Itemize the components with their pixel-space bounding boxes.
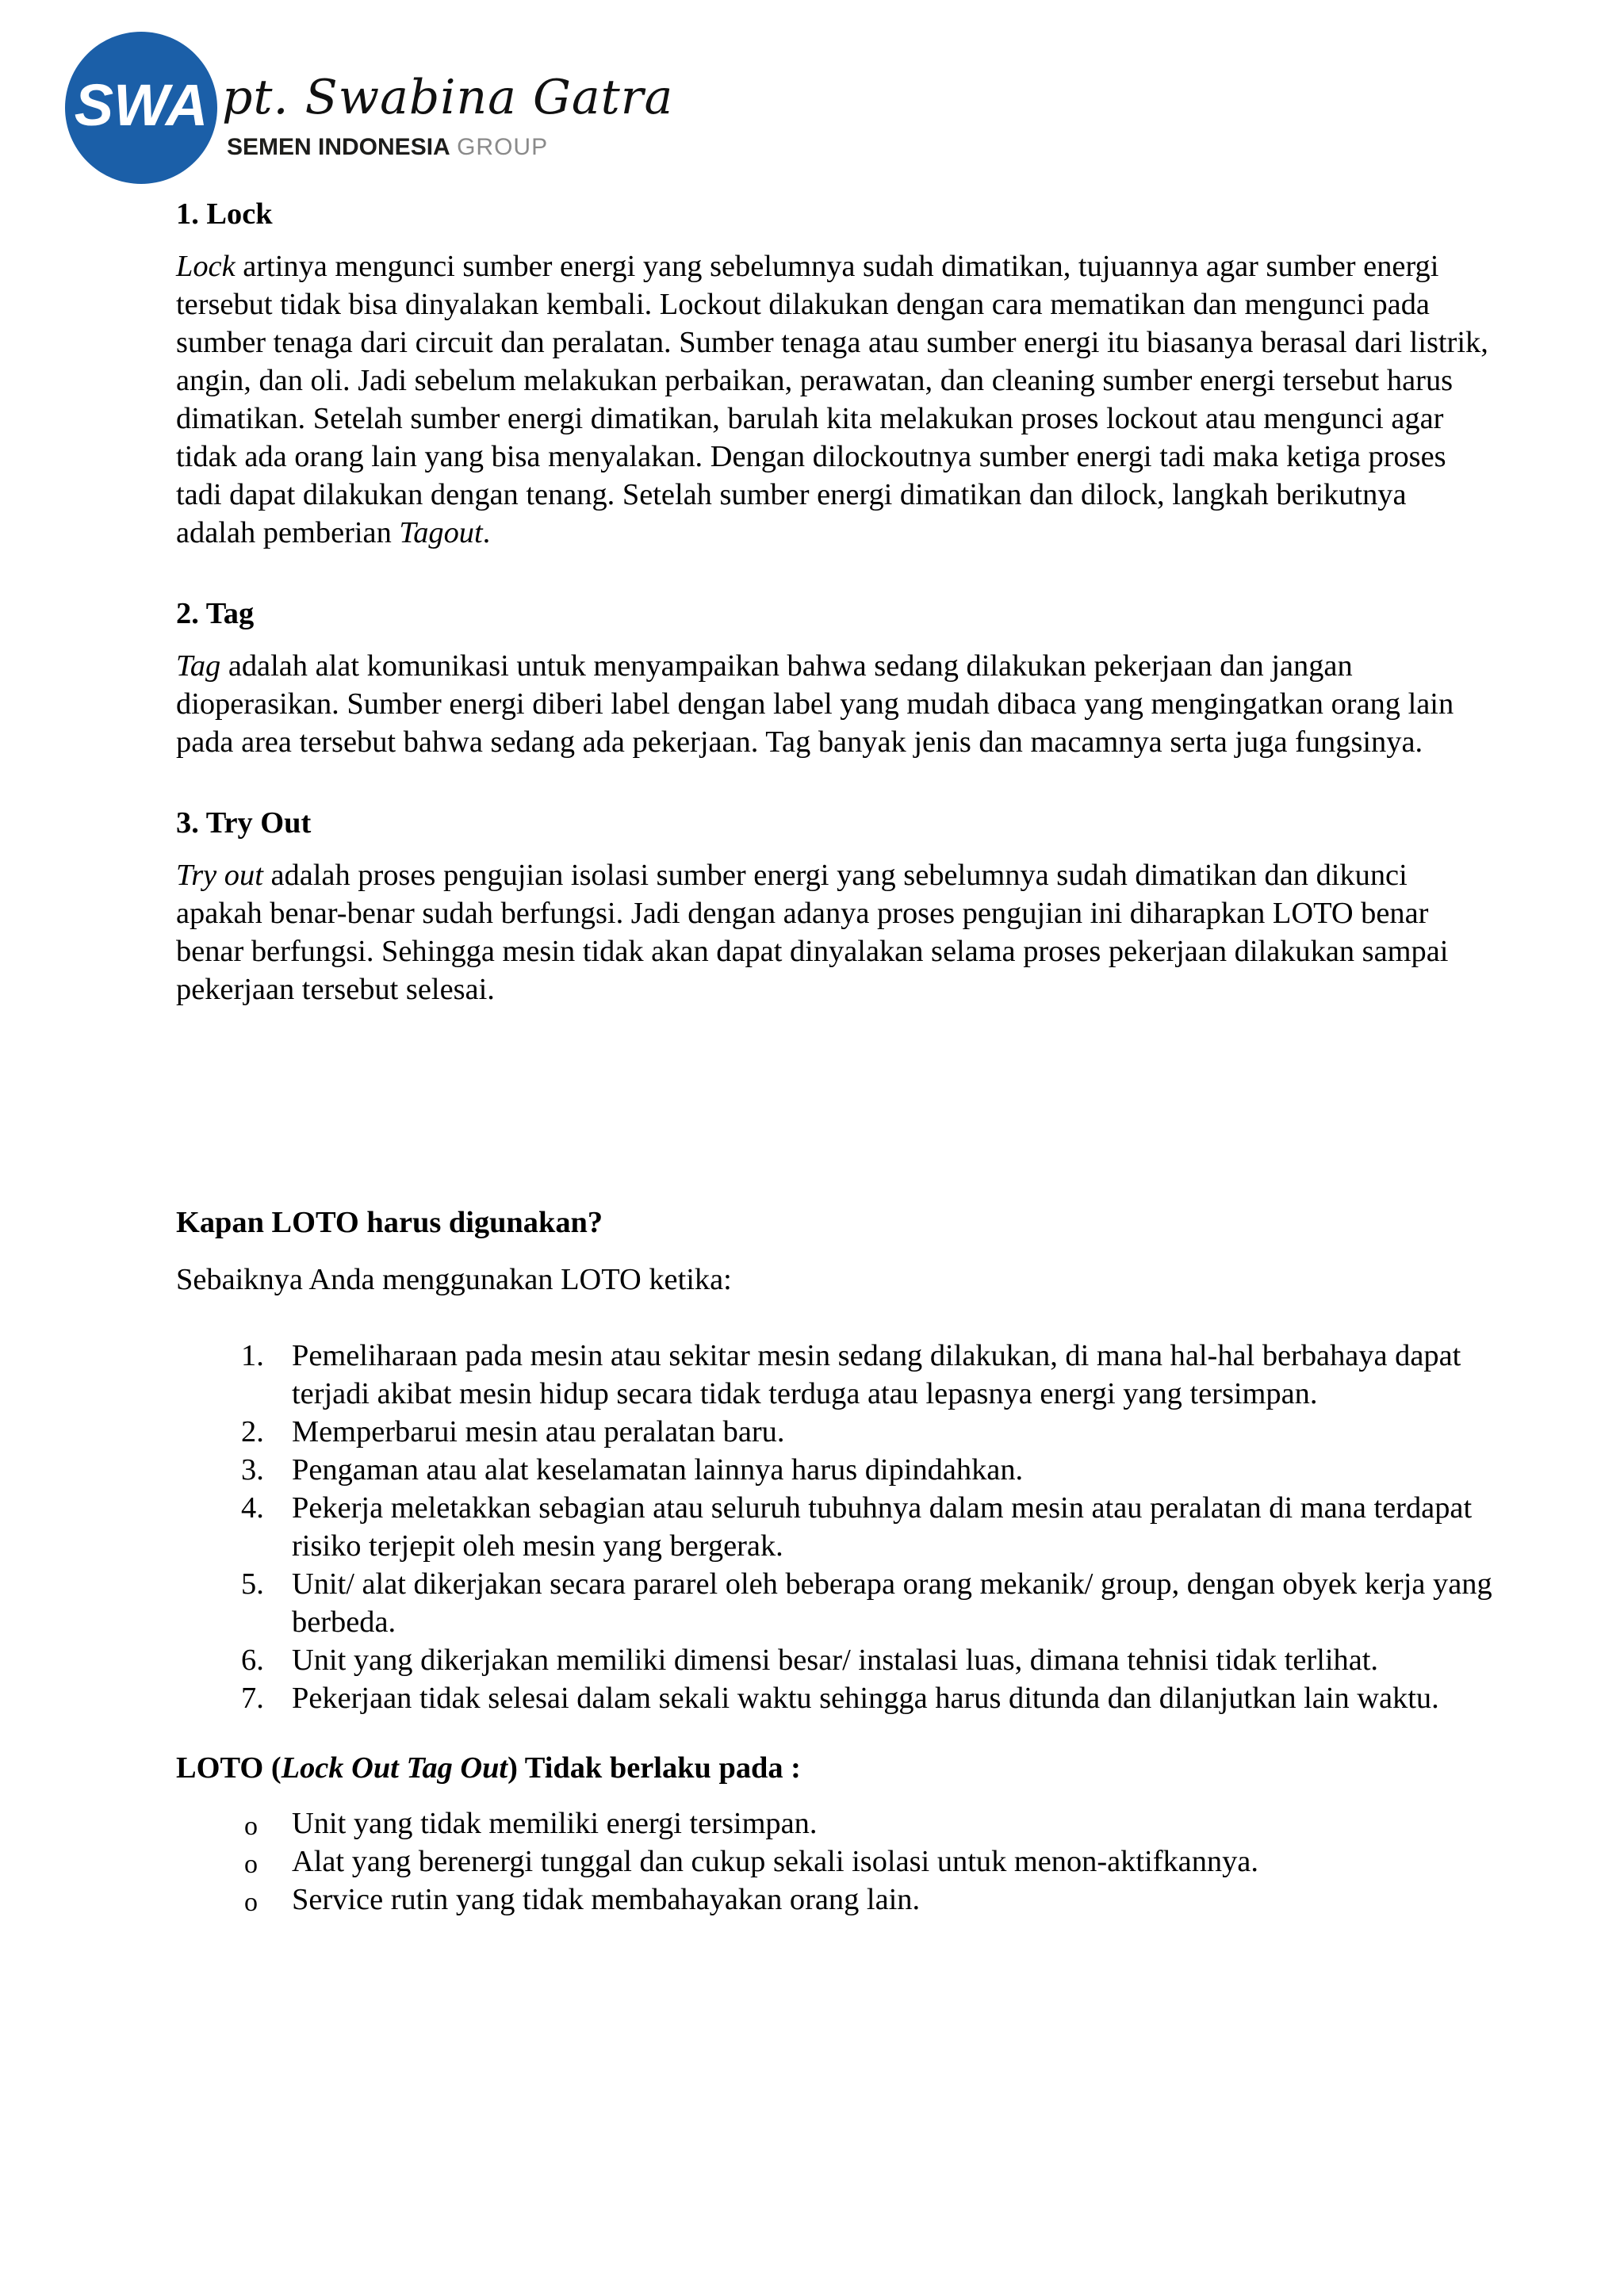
logo-company-name: pt. Swabina Gatra	[222, 70, 674, 125]
paragraph-text: artinya mengunci sumber energi yang sebelumnya sudah dimatikan, tujuannya agar sumber energi tersebut tidak bisa dinyalakan kembali. Lockout dilakukan dengan cara mematikan dan mengunci pada sumber tenaga dari circuit dan peralatan. Sumber tenaga atau sumber energi itu biasanya berasal dari listrik, angin, dan oli. Jadi sebelum melakukan perbaikan, perawatan, dan cleaning sumber energi tersebut harus dimatikan. Setelah sumber energi dimatikan, barulah kita melakukan proses lockout atau mengunci agar tidak ada orang lain yang bisa menyalakan. Dengan dilockoutnya sumber energi tadi maka ketiga proses tadi dapat dilakukan dengan tenang. Setelah sumber energi dimatikan dan dilock, langkah berikutnya adalah pemberian	[176, 250, 1488, 549]
list-item-text: Pengaman atau alat keselamatan lainnya harus dipindahkan.	[292, 1453, 1024, 1487]
when-intro: Sebaiknya Anda menggunakan LOTO ketika:	[176, 1263, 732, 1296]
not-apply-list	[176, 1804, 1492, 1919]
bullet-icon: o	[244, 1888, 258, 1917]
list-item-text: Pekerja meletakkan sebagian atau seluruh tubuhnya dalam mesin atau peralatan di mana terdapat risiko terjepit oleh mesin yang bergerak.	[292, 1491, 1473, 1563]
section-heading-tag: 2. Tag	[176, 597, 255, 630]
when-list	[176, 1337, 1492, 1717]
not-apply-heading	[176, 1749, 1492, 1787]
list-item-text: Unit yang tidak memiliki energi tersimpan.	[292, 1807, 818, 1840]
list-number: 5.	[241, 1567, 264, 1601]
list-item	[176, 1413, 1492, 1451]
list-number: 4.	[241, 1491, 264, 1525]
list-item	[176, 1843, 1492, 1881]
heading-pre: LOTO (	[176, 1751, 282, 1785]
company-logo	[63, 30, 674, 189]
section-paragraph-try-out	[176, 856, 1492, 1008]
list-number: 7.	[241, 1682, 264, 1715]
list-number: 1.	[241, 1339, 264, 1372]
list-item	[176, 1565, 1492, 1641]
section-heading-lock: 1. Lock	[176, 197, 273, 231]
list-item	[176, 1451, 1492, 1489]
logo-mark-text: SWA	[74, 72, 209, 138]
lead-term: Try out	[176, 859, 263, 892]
logo-group-part2: GROUP	[457, 134, 549, 160]
lead-term: Tag	[176, 649, 221, 683]
list-item	[176, 1489, 1492, 1565]
bullet-icon: o	[244, 1812, 258, 1841]
when-heading: Kapan LOTO harus digunakan?	[176, 1206, 603, 1239]
heading-post: ) Tidak berlaku pada :	[508, 1751, 801, 1785]
tail-punct: .	[482, 516, 491, 549]
list-item-text: Pekerjaan tidak selesai dalam sekali waktu sehingga harus ditunda dan dilanjutkan lain waktu.	[292, 1682, 1439, 1715]
list-item	[176, 1881, 1492, 1919]
section-paragraph-lock	[176, 247, 1492, 552]
lead-term: Lock	[176, 250, 236, 283]
section-paragraph-tag	[176, 647, 1492, 761]
list-item	[176, 1804, 1492, 1843]
list-number: 3.	[241, 1453, 264, 1487]
list-item-text: Unit/ alat dikerjakan secara pararel oleh beberapa orang mekanik/ group, dengan obyek kerja yang berbeda.	[292, 1567, 1492, 1639]
list-item-text: Alat yang berenergi tunggal dan cukup sekali isolasi untuk menon-aktifkannya.	[292, 1845, 1258, 1878]
paragraph-text: adalah proses pengujian isolasi sumber energi yang sebelumnya sudah dimatikan dan dikunci apakah benar-benar sudah berfungsi. Jadi dengan adanya proses pengujian ini diharapkan LOTO benar benar berfungsi. Sehingga mesin tidak akan dapat dinyalakan selama proses pekerjaan dilakukan sampai pekerjaan tersebut selesai.	[176, 859, 1449, 1006]
list-item	[176, 1337, 1492, 1413]
paragraph-text: adalah alat komunikasi untuk menyampaikan bahwa sedang dilakukan pekerjaan dan jangan dioperasikan. Sumber energi diberi label dengan label yang mudah dibaca yang mengingatkan orang lain pada area tersebut bahwa sedang ada pekerjaan. Tag banyak jenis dan macamnya serta juga fungsinya.	[176, 649, 1454, 759]
list-item-text: Memperbarui mesin atau peralatan baru.	[292, 1415, 785, 1448]
list-item-text: Service rutin yang tidak membahayakan orang lain.	[292, 1883, 921, 1916]
bullet-icon: o	[244, 1850, 258, 1879]
swa-logo-icon	[63, 30, 219, 186]
logo-group-part1: SEMEN INDONESIA	[227, 134, 450, 160]
document-body	[176, 195, 1492, 1919]
list-item-text: Pemeliharaan pada mesin atau sekitar mesin sedang dilakukan, di mana hal-hal berbahaya dapat terjadi akibat mesin hidup secara tidak terduga atau lepasnya energi yang tersimpan.	[292, 1339, 1461, 1410]
section-heading-try-out: 3. Try Out	[176, 806, 312, 840]
list-item	[176, 1679, 1492, 1717]
list-number: 2.	[241, 1415, 264, 1448]
list-number: 6.	[241, 1644, 264, 1677]
list-item-text: Unit yang dikerjakan memiliki dimensi besar/ instalasi luas, dimana tehnisi tidak terlihat.	[292, 1644, 1379, 1677]
tail-term: Tagout	[399, 516, 483, 549]
list-item	[176, 1641, 1492, 1679]
heading-italic: Lock Out Tag Out	[281, 1751, 508, 1785]
logo-group-name	[227, 133, 548, 162]
